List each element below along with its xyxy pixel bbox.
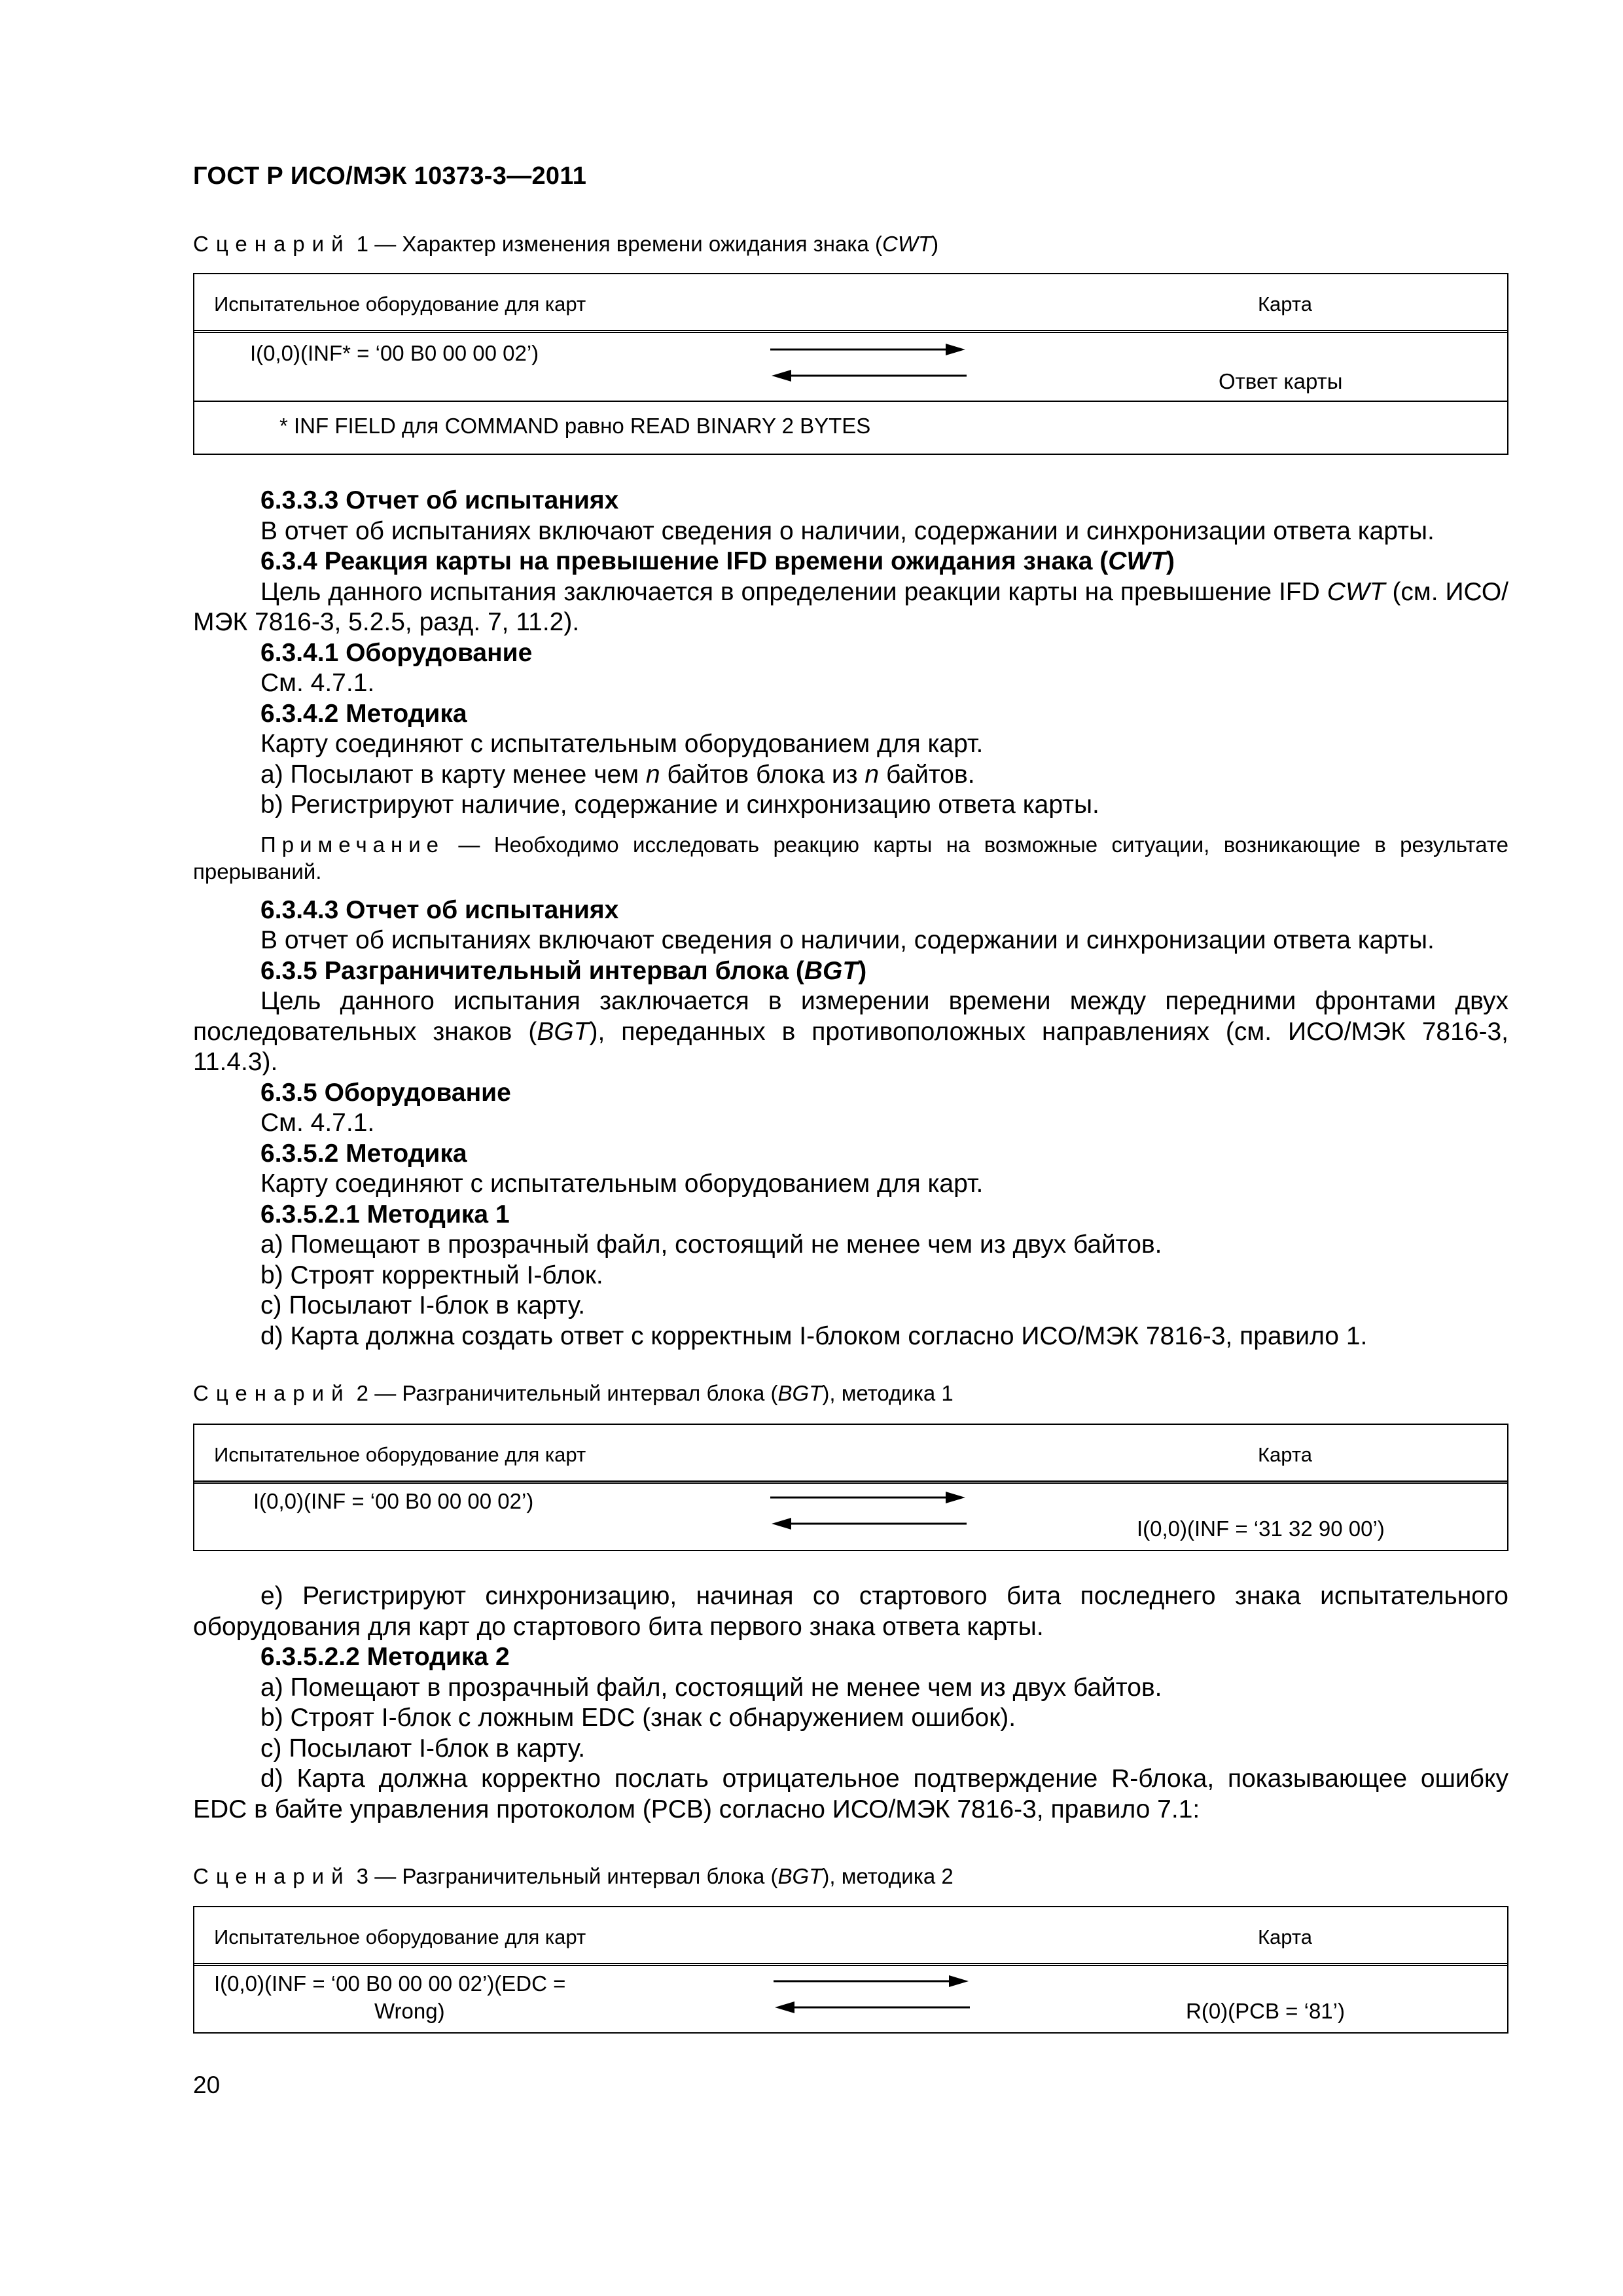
exchange-row xyxy=(194,333,1507,402)
column-equipment: Испытательное оборудование для карт xyxy=(214,293,586,315)
paragraph: Карту соединяют с испытательным оборудованием для карт. xyxy=(260,730,984,758)
note: Примечание — Необходимо исследовать реакцию карты на возможные ситуации, возникающие в результате прерываний. xyxy=(193,832,1508,884)
scenario-1-caption: Сценарий 1 — Характер изменения времени ожидания знака (CWT) xyxy=(193,232,939,256)
arrow-right-icon xyxy=(770,1488,967,1507)
section-heading: 6.3.5 Разграничительный интервал блока (BGT) xyxy=(260,956,867,985)
list-item: a) Помещают в прозрачный файл, состоящий не менее чем из двух байтов. xyxy=(260,1230,1162,1259)
exchange-row xyxy=(194,1966,1507,2032)
list-item: e) Регистрируют синхронизацию, начиная со стартового бита последнего знака испытательного оборудования для карт до стартового бита первого знака ответа карты. xyxy=(193,1582,1508,1641)
footnote-text: * INF FIELD для COMMAND равно READ BINARY 2 BYTES xyxy=(279,414,871,438)
paragraph: В отчет об испытаниях включают сведения о наличии, содержании и синхронизации ответа карты. xyxy=(260,926,1435,954)
scenario-1-table xyxy=(193,273,1508,455)
list-item: d) Карта должна создать ответ с корректным I-блоком согласно ИСО/МЭК 7816-3, правило 1. xyxy=(260,1321,1368,1350)
section-heading: 6.3.4.3 Отчет об испытаниях xyxy=(260,895,619,924)
paragraph: Карту соединяют с испытательным оборудованием для карт. xyxy=(260,1170,984,1198)
paragraph: Цель данного испытания заключается в измерении времени между передними фронтами двух последовательных знаков (BGT), переданных в противоположных направлениях (см. ИСО/МЭК 7816-3, 11.4.3). xyxy=(193,987,1508,1076)
list-item: a) Посылают в карту менее чем n байтов блока из n байтов. xyxy=(260,760,975,789)
arrow-left-icon xyxy=(774,1998,970,2017)
response-text: R(0)(PCB = ‘81’) xyxy=(1186,1999,1345,2023)
paragraph: Цель данного испытания заключается в определении реакции карты на превышение IFD CWT (см. ИСО/МЭК 7816-3, 5.2.5, разд. 7, 11.2). xyxy=(193,577,1509,636)
exchange-row xyxy=(194,1484,1507,1550)
scenario-2-table xyxy=(193,1424,1508,1551)
section-heading: 6.3.4.1 Оборудование xyxy=(260,638,533,667)
section-heading: 6.3.4 Реакция карты на превышение IFD времени ожидания знака (CWT) xyxy=(260,547,1175,575)
arrow-left-icon xyxy=(770,1514,967,1534)
section-heading: 6.3.5.2.2 Методика 2 xyxy=(260,1643,510,1671)
column-card: Карта xyxy=(1258,1443,1312,1466)
page-number: 20 xyxy=(193,2072,221,2098)
list-item: c) Посылают I-блок в карту. xyxy=(260,1291,586,1319)
arrow-right-icon xyxy=(774,1971,970,1991)
table-header xyxy=(194,1425,1507,1484)
arrow-right-icon xyxy=(770,340,967,359)
response-text: I(0,0)(INF = ‘31 32 90 00’) xyxy=(1137,1516,1385,1541)
section-heading: 6.3.5.2 Методика xyxy=(260,1139,467,1168)
list-item: b) Строят корректный I-блок. xyxy=(260,1261,603,1289)
list-item: a) Помещают в прозрачный файл, состоящий не менее чем из двух байтов. xyxy=(260,1673,1162,1702)
scenario-label: Сценарий xyxy=(193,1864,351,1888)
section-heading: 6.3.4.2 Методика xyxy=(260,699,467,728)
body-text-continued xyxy=(193,1581,1508,1825)
column-equipment: Испытательное оборудование для карт xyxy=(214,1443,586,1466)
column-card: Карта xyxy=(1258,1926,1312,1948)
list-item: b) Регистрируют наличие, содержание и синхронизацию ответа карты. xyxy=(260,791,1099,819)
scenario-label: Сценарий xyxy=(193,1381,351,1405)
column-equipment: Испытательное оборудование для карт xyxy=(214,1926,586,1948)
section-heading: 6.3.5 Оборудование xyxy=(260,1078,511,1107)
paragraph: См. 4.7.1. xyxy=(260,669,375,697)
list-item: d) Карта должна корректно послать отрицательное подтверждение R-блока, показывающее ошибку EDC в байте управления протоколом (PCB) согласно ИСО/МЭК 7816-3, правило 7.1: xyxy=(193,1765,1508,1823)
column-card: Карта xyxy=(1258,293,1312,315)
footnote-row xyxy=(194,402,1507,454)
paragraph: В отчет об испытаниях включают сведения о наличии, содержании и синхронизации ответа карты. xyxy=(260,516,1435,545)
paragraph: См. 4.7.1. xyxy=(260,1109,375,1137)
response-text: Ответ карты xyxy=(1219,369,1343,393)
table-header xyxy=(194,274,1507,333)
command-text: I(0,0)(INF = ‘00 B0 00 00 02’) xyxy=(253,1489,534,1513)
command-text-continued: Wrong) xyxy=(374,1999,445,2023)
document-header: ГОСТ Р ИСО/МЭК 10373-3—2011 xyxy=(193,162,587,190)
note-label: Примечание xyxy=(260,832,445,857)
list-item: b) Строят I-блок с ложным EDC (знак с обнаружением ошибок). xyxy=(260,1704,1016,1732)
arrow-left-icon xyxy=(770,366,967,386)
scenario-3-table xyxy=(193,1906,1508,2034)
scenario-2-caption: Сценарий 2 — Разграничительный интервал блока (BGT), методика 1 xyxy=(193,1381,954,1405)
list-item: c) Посылают I-блок в карту. xyxy=(260,1734,586,1763)
section-heading: 6.3.5.2.1 Методика 1 xyxy=(260,1200,510,1229)
body-text xyxy=(193,486,1508,1352)
scenario-label: Сценарий xyxy=(193,232,351,256)
scenario-3-caption: Сценарий 3 — Разграничительный интервал блока (BGT), методика 2 xyxy=(193,1864,954,1888)
section-heading: 6.3.3.3 Отчет об испытаниях xyxy=(260,486,619,514)
table-header xyxy=(194,1907,1507,1966)
command-text: I(0,0)(INF* = ‘00 B0 00 00 02’) xyxy=(250,341,539,365)
command-text: I(0,0)(INF = ‘00 B0 00 00 02’)(EDC = xyxy=(214,1971,566,1996)
